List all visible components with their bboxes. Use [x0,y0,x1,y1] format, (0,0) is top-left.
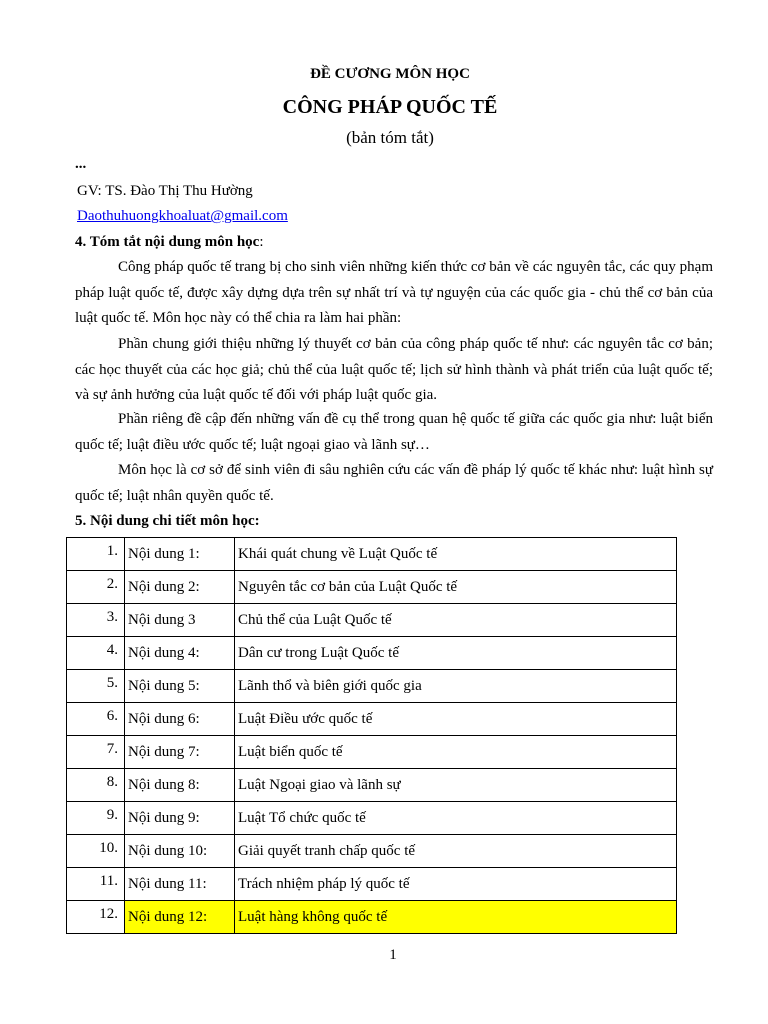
row-title-cell [235,604,677,637]
row-label-cell [125,835,235,868]
table-row [67,868,677,901]
table-row [67,604,677,637]
row-number: 5. [106,675,118,691]
row-number-cell [67,835,125,868]
row-number-cell [67,604,125,637]
ellipsis-text: ... [75,156,87,172]
row-title-cell [235,736,677,769]
section-4-colon: : [259,234,264,250]
row-title: Luật biển quốc tế [238,743,343,760]
row-title-cell [235,703,677,736]
row-title-cell [235,835,677,868]
lecturer-name: GV: TS. Đào Thị Thu Hường [77,183,253,199]
row-label: Nội dung 3 [128,611,196,628]
section-5-heading: 5. Nội dung chi tiết môn học: [75,513,260,529]
row-number-cell [67,901,125,934]
row-number-cell [67,571,125,604]
row-title: Chủ thể của Luật Quốc tế [238,611,392,628]
row-label: Nội dung 5: [128,677,200,694]
row-label: Nội dung 2: [128,578,200,595]
row-title-cell [235,538,677,571]
row-title: Dân cư trong Luật Quốc tế [238,644,399,661]
row-number: 3. [106,609,118,625]
row-title-cell [235,901,677,934]
row-title-cell [235,670,677,703]
row-number-cell [67,703,125,736]
paragraph-general-part: Phần chung giới thiệu những lý thuyết cơ bản của công pháp quốc tế như: các nguyên tắc cơ bản; các học thuyết của các học giả; chủ thể của luật quốc tế; lịch sử hình thành và phát triển của luật quốc tế; và sự ảnh hưởng của luật quốc tế đối với pháp luật quốc gia. [75,336,713,403]
paragraph-intro: Công pháp quốc tế trang bị cho sinh viên những kiến thức cơ bản về các nguyên tắc, các quy phạm pháp luật quốc tế, được xây dựng dựa trên sự nhất trí và tự nguyện của các quốc gia - chủ thể cơ bản của luật quốc tế. Môn học này có thể chia ra làm hai phần: [75,259,713,326]
row-label-cell [125,703,235,736]
row-title: Luật Tổ chức quốc tế [238,809,366,826]
row-label-cell [125,769,235,802]
row-label-cell [125,802,235,835]
row-label-cell [125,670,235,703]
row-number: 2. [106,576,118,592]
row-label: Nội dung 8: [128,776,200,793]
table-row [67,802,677,835]
row-number-cell [67,538,125,571]
row-label: Nội dung 7: [128,743,200,760]
row-label-cell [125,571,235,604]
row-label-cell [125,868,235,901]
paragraph-foundation: Môn học là cơ sở để sinh viên đi sâu nghiên cứu các vấn đề pháp lý quốc tế khác như: luật hình sự quốc tế; luật nhân quyền quốc tế. [75,462,713,504]
page-number: 1 [389,947,397,963]
row-title-cell [235,637,677,670]
email-link[interactable]: Daothuhuongkhoaluat@gmail.com [77,208,288,224]
row-label-cell [125,538,235,571]
paragraph-specific-part: Phần riêng đề cập đến những vấn đề cụ thể trong quan hệ quốc tế giữa các quốc gia như: luật biển quốc tế; luật điều ước quốc tế; luật ngoại giao và lãnh sự… [75,411,713,453]
row-number-cell [67,802,125,835]
row-number: 4. [106,642,118,658]
table-row [67,901,677,934]
row-label-cell [125,637,235,670]
row-title: Luật Ngoại giao và lãnh sự [238,776,401,793]
row-number: 6. [106,708,118,724]
row-title: Lãnh thổ và biên giới quốc gia [238,677,422,694]
row-label: Nội dung 12: [128,908,208,925]
row-title-cell [235,802,677,835]
table-row [67,769,677,802]
table-row [67,670,677,703]
row-number: 7. [106,741,118,757]
row-number-cell [67,868,125,901]
row-label-cell [125,736,235,769]
row-label: Nội dung 6: [128,710,200,727]
row-number-cell [67,736,125,769]
table-row [67,736,677,769]
section-4-heading [75,234,264,251]
row-title-cell [235,571,677,604]
doc-heading: ĐỀ CƯƠNG MÔN HỌC [310,66,470,82]
table-row [67,538,677,571]
table-row [67,703,677,736]
row-number: 1. [106,543,118,559]
row-title: Trách nhiệm pháp lý quốc tế [238,875,410,892]
row-number: 12. [99,906,118,922]
row-title-cell [235,868,677,901]
doc-subtitle: (bản tóm tắt) [346,128,434,147]
row-title: Luật hàng không quốc tế [238,908,388,925]
row-title-cell [235,769,677,802]
section-4-title: 4. Tóm tắt nội dung môn học [75,234,260,250]
row-title: Nguyên tắc cơ bản của Luật Quốc tế [238,578,458,595]
row-label: Nội dung 9: [128,809,200,826]
row-number-cell [67,637,125,670]
doc-title: CÔNG PHÁP QUỐC TẾ [282,96,498,118]
row-title: Luật Điều ước quốc tế [238,710,373,727]
row-label: Nội dung 1: [128,545,200,562]
row-number: 10. [99,840,118,856]
row-label-cell [125,604,235,637]
row-label: Nội dung 4: [128,644,200,661]
row-number: 9. [106,807,118,823]
row-number-cell [67,670,125,703]
row-label: Nội dung 10: [128,842,208,859]
table-row [67,571,677,604]
row-label: Nội dung 11: [128,875,207,892]
row-number: 8. [106,774,118,790]
content-table [66,537,677,934]
row-label-cell [125,901,235,934]
row-number: 11. [99,873,118,889]
table-row [67,637,677,670]
row-title: Khái quát chung về Luật Quốc tế [238,545,438,562]
table-row [67,835,677,868]
row-number-cell [67,769,125,802]
row-title: Giải quyết tranh chấp quốc tế [238,842,416,859]
